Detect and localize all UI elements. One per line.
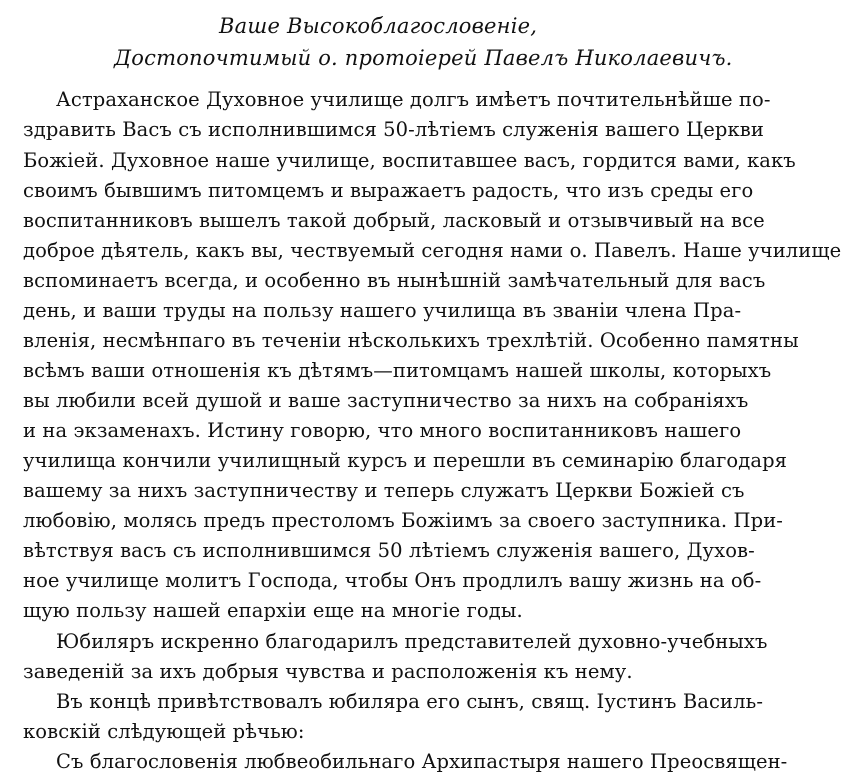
text-line: день, и ваши труды на пользу нашего училища въ званіи члена Пра- — [23, 299, 742, 322]
text-line: ковскій слѣдующей рѣчью: — [23, 720, 305, 743]
text-line: Божіей. Духовное наше училище, воспитавшее васъ, гордится вами, какъ — [23, 149, 796, 172]
text-line: всѣмъ ваши отношенія къ дѣтямъ—питомцамъ нашей школы, которыхъ — [23, 359, 772, 382]
text-line: училища кончили училищный курсъ и перешли въ семинарію благодаря — [23, 449, 788, 472]
text-line: Въ концѣ привѣтствовалъ юбиляра его сынъ, свящ. Іустинъ Василь- — [56, 690, 764, 713]
text-line: вѣтствуя васъ съ исполнившимся 50 лѣтіемъ служенія вашего, Духов- — [23, 539, 755, 562]
text-line: доброе дѣятель, какъ вы, чествуемый сегодня нами о. Павелъ. Наше училище — [23, 239, 841, 262]
text-line: здравить Васъ съ исполнившимся 50-лѣтіемъ служенія вашего Церкви — [23, 118, 764, 141]
text-line: и на экзаменахъ. Истину говорю, что много воспитанниковъ нашего — [23, 419, 742, 442]
text-line: вленія, несмѣнпаго въ теченіи нѣсколькихъ трехлѣтій. Особенно памятны — [23, 329, 799, 352]
text-line: своимъ бывшимъ питомцемъ и выражаетъ радость, что изъ среды его — [23, 179, 754, 202]
text-line: воспитанниковъ вышелъ такой добрый, ласковый и отзывчивый на все — [23, 209, 765, 232]
text-line: заведеній за ихъ добрыя чувства и расположенія къ нему. — [23, 660, 633, 683]
text-line: вспоминаетъ всегда, и особенно въ нынѣшній замѣчательный для васъ — [23, 269, 766, 292]
text-line: ное училище молитъ Господа, чтобы Онъ продлилъ вашу жизнь на об- — [23, 569, 762, 592]
text-line: Астраханское Духовное училище долгъ имѣетъ почтительнѣйше по- — [56, 88, 771, 111]
text-line: вашему за нихъ заступничеству и теперь служатъ Церкви Божіей съ — [23, 479, 745, 502]
salutation-line-2: Достопочтимый о. протоіерей Павелъ Николаевичъ. — [114, 46, 733, 70]
text-line: любовію, молясь предъ престоломъ Божіимъ за своего заступника. При- — [23, 509, 783, 532]
text-line: Юбиляръ искренно благодарилъ представителей духовно-учебныхъ — [56, 630, 768, 653]
text-line: Съ благословенія любвеобильнаго Архипастыря нашего Преосвящен- — [56, 750, 788, 773]
text-line: щую пользу нашей епархіи еще на многіе годы. — [23, 599, 523, 622]
salutation-line-1: Ваше Высокоблагословеніе, — [219, 14, 538, 38]
text-line: вы любили всей душой и ваше заступничество за нихъ на собраніяхъ — [23, 389, 749, 412]
